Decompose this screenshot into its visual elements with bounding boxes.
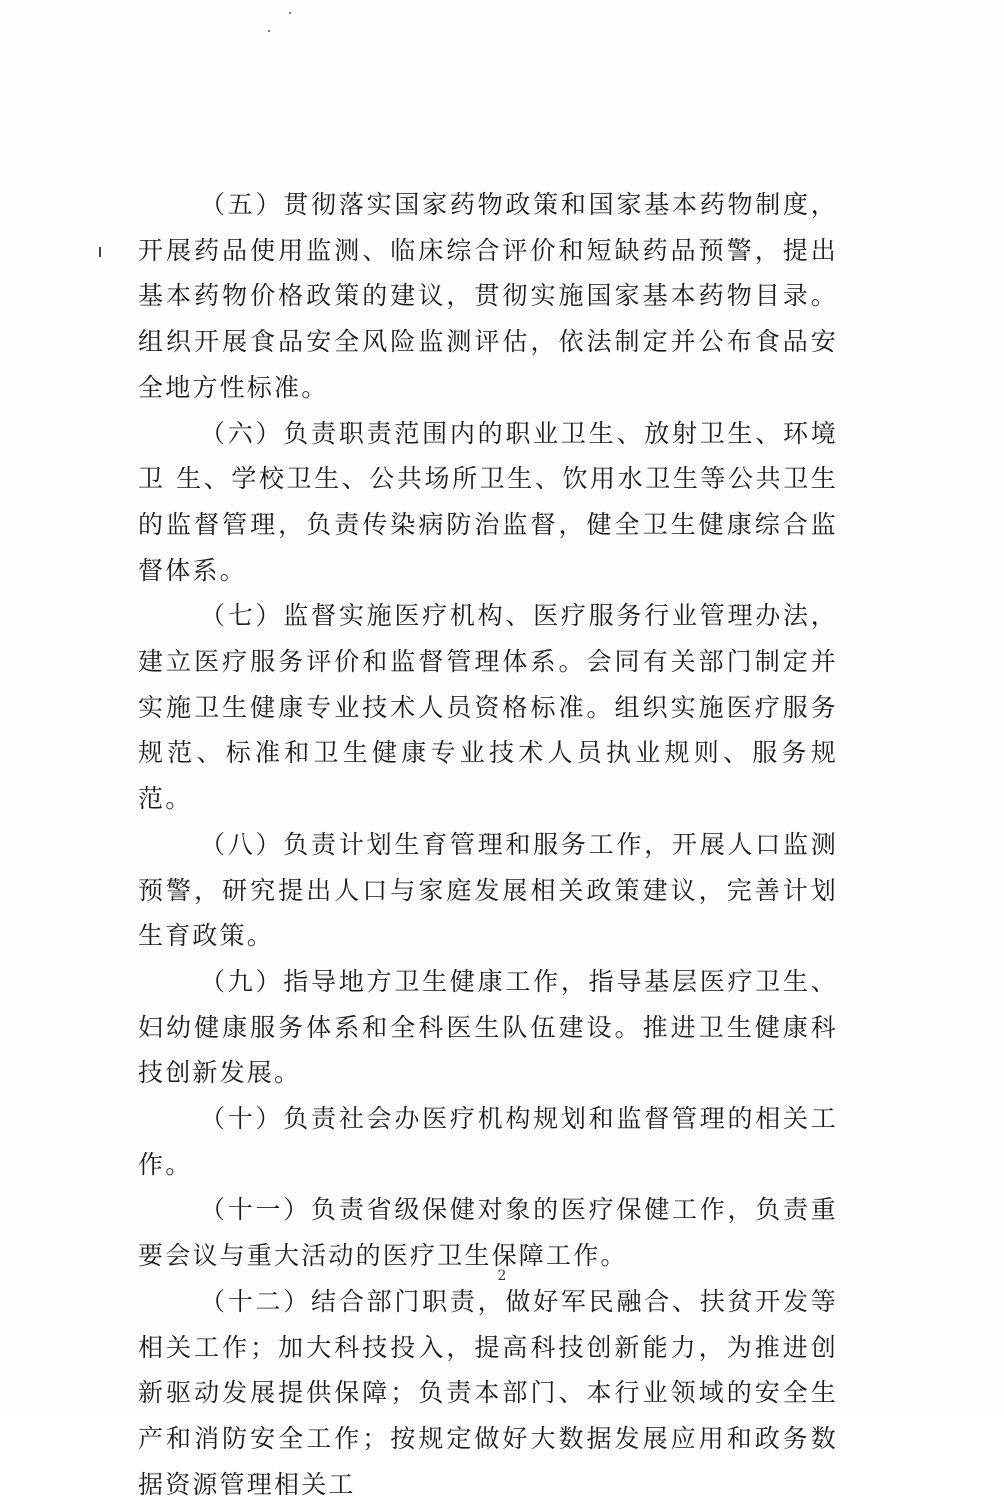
paragraph-6: （六）负责职责范围内的职业卫生、放射卫生、环境卫 生、学校卫生、公共场所卫生、饮用水卫生等公共卫生的监督管理，负责传染病防治监督，健全卫生健康综合监督体系。 bbox=[138, 418, 838, 585]
paragraph-11: （十一）负责省级保健对象的医疗保健工作，负责重要会议与重大活动的医疗卫生保障工作。 bbox=[138, 1195, 838, 1271]
paragraph-5: （五）贯彻落实国家药物政策和国家基本药物制度，开展药品使用监测、临床综合评价和短缺药品预警，提出基本药物价格政策的建议，贯彻实施国家基本药物目录。组织开展食品安全风险监测评估，依法制定并公布食品安全地方性标准。 bbox=[138, 190, 838, 402]
scan-speck bbox=[289, 12, 291, 14]
paragraph-7: （七）监督实施医疗机构、医疗服务行业管理办法，建立医疗服务评价和监督管理体系。会同有关部门制定并实施卫生健康专业技术人员资格标准。组织实施医疗服务规范、标准和卫生健康专业技术人员执业规则、服务规范。 bbox=[138, 601, 838, 814]
paragraph-12: （十二）结合部门职责，做好军民融合、扶贫开发等相关工作；加大科技投入，提高科技创新能力，为推进创新驱动发展提供保障；负责本部门、本行业领域的安全生产和消防安全工作；按规定做好大数据发展应用和政务数据资源管理相关工 bbox=[138, 1286, 838, 1499]
page-number: 2 bbox=[497, 1268, 507, 1284]
paragraph-8: （八）负责计划生育管理和服务工作，开展人口监测预警，研究提出人口与家庭发展相关政策建议，完善计划生育政策。 bbox=[138, 829, 838, 951]
paragraph-9: （九）指导地方卫生健康工作，指导基层医疗卫生、妇幼健康服务体系和全科医生队伍建设。推进卫生健康科技创新发展。 bbox=[138, 966, 838, 1088]
paragraph-10: （十）负责社会办医疗机构规划和监督管理的相关工作。 bbox=[138, 1104, 838, 1179]
scan-speck bbox=[268, 30, 270, 32]
margin-mark bbox=[99, 247, 101, 257]
body-text bbox=[138, 182, 838, 1507]
